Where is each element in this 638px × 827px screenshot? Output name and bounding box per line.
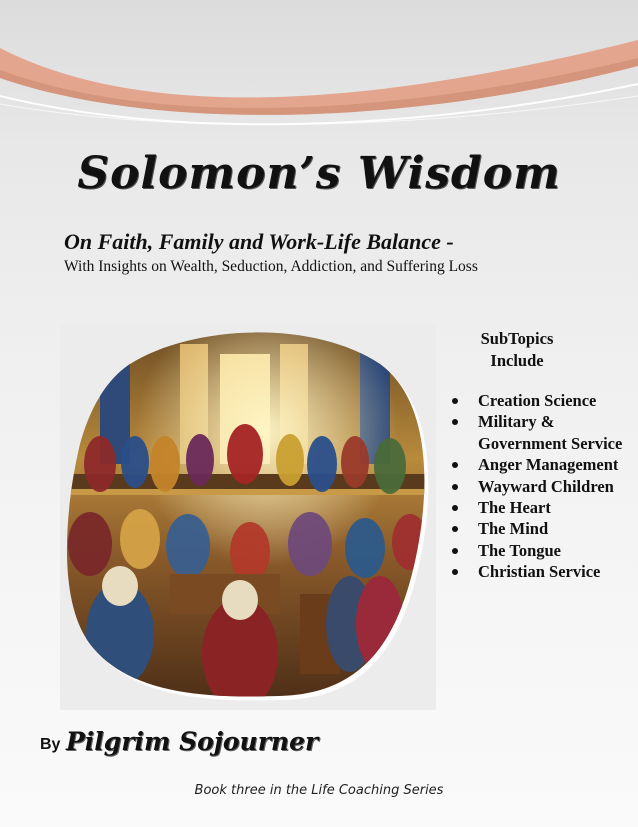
subtopics-heading-line1: SubTopics: [480, 329, 554, 348]
book-subtitle: On Faith, Family and Work-Life Balance -: [64, 229, 454, 254]
swoosh-band: [0, 40, 638, 115]
author-name: Pilgrim Sojourner: [66, 727, 319, 756]
subtopic-label: The Heart: [478, 498, 551, 518]
bullet-icon: [452, 548, 458, 554]
series-line: Book three in the Life Coaching Series: [194, 783, 444, 798]
decorative-swoosh: [0, 0, 638, 140]
subtopic-item: [452, 561, 632, 582]
bullet-icon: [452, 419, 458, 425]
subtopic-label: Military & Government Service: [478, 412, 623, 453]
subtopics-heading: [452, 328, 582, 372]
subtopics-list: [452, 390, 632, 583]
bullet-icon: [452, 569, 458, 575]
subtopic-label: Anger Management: [478, 455, 619, 475]
bullet-icon: [452, 398, 458, 404]
bullet-icon: [452, 526, 458, 532]
subtopic-item: [452, 497, 632, 518]
subtopic-label: Christian Service: [478, 562, 601, 582]
subtopic-item: [452, 411, 632, 454]
book-title: Solomon’s Wisdom: [77, 148, 561, 199]
book-tagline: With Insights on Wealth, Seduction, Addiction, and Suffering Loss: [64, 258, 478, 275]
subtopic-item: [452, 454, 632, 475]
subtopic-item: [452, 518, 632, 539]
subtopic-item: [452, 540, 632, 561]
by-label: By: [40, 736, 61, 753]
bullet-icon: [452, 462, 458, 468]
subtopic-label: The Mind: [478, 519, 549, 539]
bullet-icon: [452, 484, 458, 490]
subtopic-label: The Tongue: [478, 540, 561, 560]
subtopic-item: [452, 476, 632, 497]
subtopics-heading-line2: Include: [490, 351, 544, 370]
subtopic-label: Wayward Children: [478, 476, 614, 496]
cover-illustration: [60, 324, 436, 710]
subtopic-item: [452, 390, 632, 411]
bullet-icon: [452, 505, 458, 511]
subtopic-label: Creation Science: [478, 391, 597, 410]
throne-room-painting: [60, 324, 436, 710]
